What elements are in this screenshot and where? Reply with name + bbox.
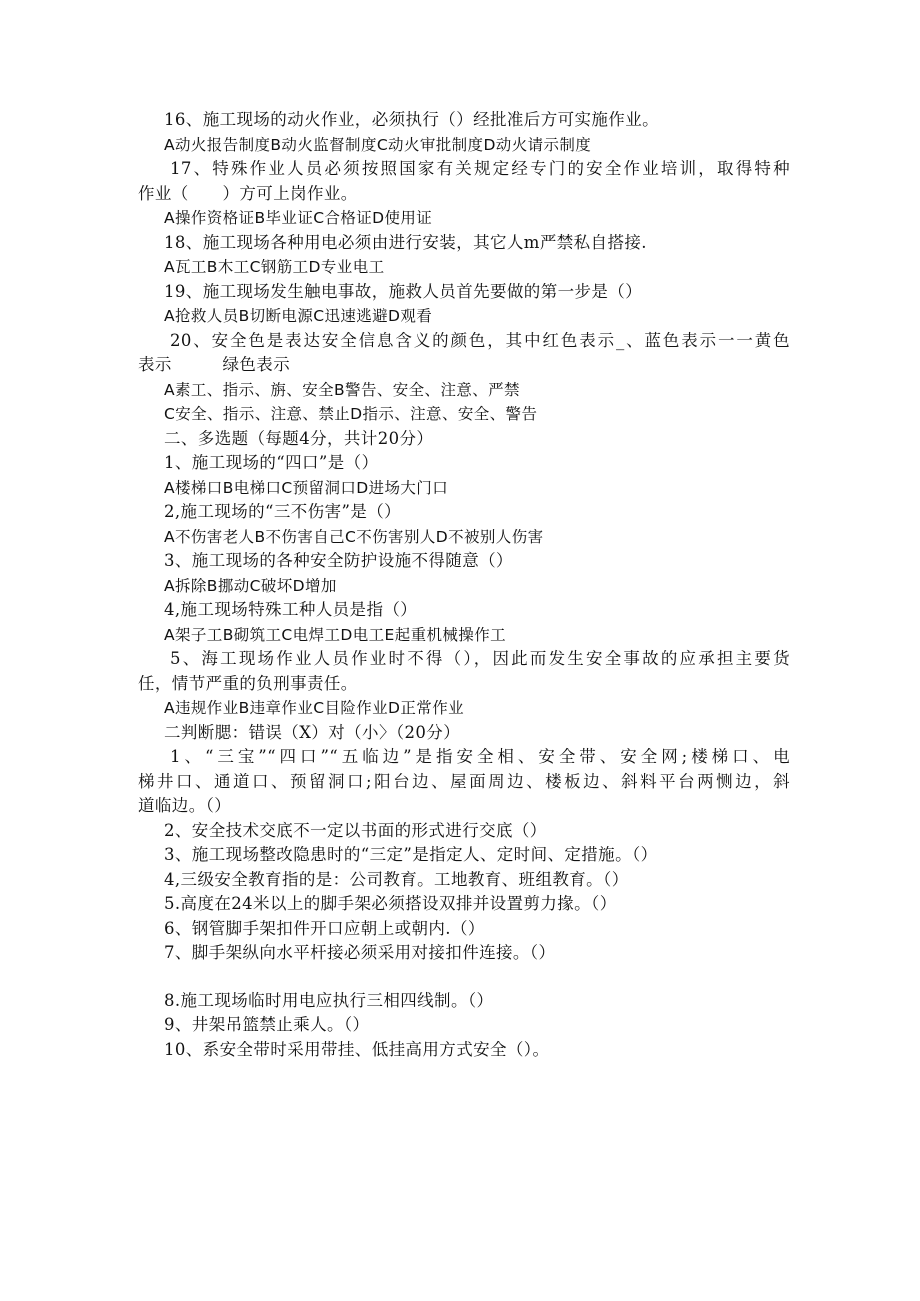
question-16: 16、施工现场的动火作业，必须执行（）经批准后方可实施作业。 <box>164 110 659 129</box>
question-19: 19、施工现场发生触电事故，施救人员首先要做的第一步是（） <box>164 281 643 301</box>
tf-item-1-line3: 道临边。（） <box>138 796 232 815</box>
question-17-line2: 作业（ ）方可上岗作业。 <box>138 183 358 203</box>
mc-options-4: A架子工B砌筑工C电焊工D电工E起重机械操作工 <box>164 625 506 644</box>
tf-item-10: 10、系安全带时采用带挂、低挂高用方式安全（）。 <box>164 1039 550 1059</box>
options-17: A操作资格证B毕业证C合格证D使用证 <box>164 209 433 227</box>
options-20-cd: C安全、指示、注意、禁止D指示、注意、安全、警告 <box>164 405 538 423</box>
exam-page <box>0 108 920 1062</box>
mc-question-4: 4,施工现场特殊工种人员是指（） <box>164 600 418 619</box>
options-18: A瓦工B木工C钢筋工D专业电工 <box>164 258 385 276</box>
mc-question-3: 3、施工现场的各种安全防护设施不得随意（） <box>164 551 513 570</box>
mc-options-2: A不伤害老人B不伤害自己C不伤害别人D不被别人伤害 <box>164 527 544 546</box>
mc-options-5: A违规作业B违章作业C目险作业D正常作业 <box>164 699 464 717</box>
tf-item-7: 7、脚手架纵向水平杆接必须采用对接扣件连接。（） <box>164 943 556 962</box>
tf-item-6: 6、钢管脚手架扣件开口应朝上或朝内.（） <box>164 918 485 938</box>
mc-options-3: A拆除B挪动C破坏D增加 <box>164 576 337 595</box>
tf-item-3: 3、施工现场整改隐患时的“三定”是指定人、定时间、定措施。（） <box>164 845 658 864</box>
question-18: 18、施工现场各种用电必须由进行安装，其它人m严禁私自搭接. <box>164 232 647 252</box>
options-19: A抢救人员B切断电源C迅速逃避D观看 <box>164 307 433 325</box>
options-20-ab: A素工、指示、旃、安全B警告、安全、注意、严禁 <box>164 380 520 399</box>
blank-gap <box>0 966 920 989</box>
tf-item-4: 4,三级安全教育指的是：公司教育。工地教育、班组教育。（） <box>164 869 629 889</box>
tf-item-1-line2: 梯井口、通道口、预留洞口;阳台边、屋面周边、楼板边、斜料平台两恻边，斜 <box>138 771 790 791</box>
section-true-false: 二判断腮：错误（X）对（小〉（20分） <box>164 722 461 742</box>
mc-question-5-line2: 任，情节严重的负刑事责任。 <box>138 673 358 693</box>
mc-question-5-line1: 5、海工现场作业人员作业时不得（），因此而发生安全事故的应承担主要货 <box>170 649 790 668</box>
section-multiple-choice: 二、多选题（每题4分，共计20分） <box>164 428 434 448</box>
tf-item-5: 5.高度在24米以上的脚手架必须搭设双排并设置剪力掾。（） <box>164 894 617 913</box>
options-16: A动火报告制度B动火监督制度C动火审批制度D动火请示制度 <box>164 135 592 154</box>
tf-item-8: 8.施工现场临时用电应执行三相四线制。（） <box>164 990 494 1010</box>
tf-item-2: 2、安全技术交底不一定以书面的形式进行交底（） <box>164 820 547 840</box>
tf-item-1-line1: 1、“三宝”“四口”“五临边”是指安全相、安全带、安全网;楼梯口、电 <box>170 747 790 766</box>
question-17-line1: 17、特殊作业人员必须按照国家有关规定经专门的安全作业培训，取得特种 <box>170 159 790 178</box>
question-20-line2: 表示 绿色表示 <box>138 355 291 374</box>
mc-question-2: 2,施工现场的“三不伤害”是（） <box>164 502 402 521</box>
question-20-line1: 20、安全色是表达安全信息含义的颜色，其中红色表示_、蓝色表示一一黄色 <box>170 330 790 350</box>
mc-options-1: A楼梯口B电梯口C预留洞口D进场大门口 <box>164 478 449 497</box>
tf-item-9: 9、井架吊篮禁止乘人。（） <box>164 1015 370 1034</box>
mc-question-1: 1、施工现场的“四口”是（） <box>164 453 379 472</box>
